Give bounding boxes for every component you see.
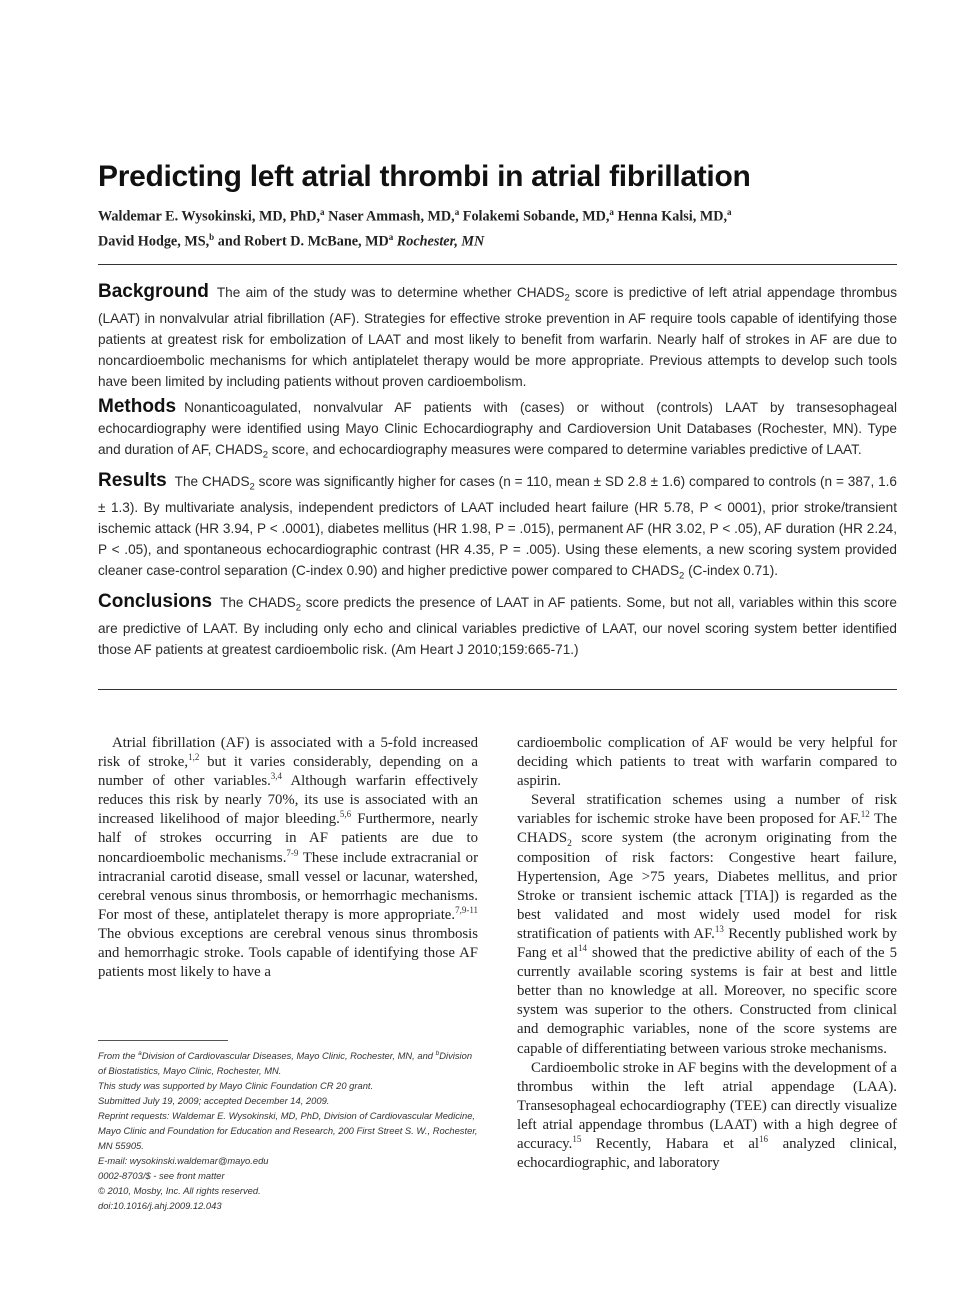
footnote-funding: This study was supported by Mayo Clinic Foundation CR 20 grant. [98,1080,374,1092]
section-heading: Conclusions [98,591,213,613]
footnote-doi: doi:10.1016/j.ahj.2009.12.043 [98,1200,222,1212]
author-list [98,202,897,251]
footnote-copyright: © 2010, Mosby, Inc. All rights reserved. [98,1185,261,1197]
body-paragraph: cardioembolic complication of AF would be very helpful for deciding which patients to treat with warfarin compared to aspirin. [517,735,897,790]
affiliation-mark: a [609,207,614,217]
citation-ref[interactable]: 7,9-11 [455,904,478,915]
citation-ref[interactable]: 12 [860,809,870,820]
doi-link[interactable]: 10.1016/j.ahj.2009.12.043 [113,1200,222,1212]
author-name: Naser Ammash, MD, [324,208,455,225]
footnote-email: E-mail: wysokinski.waldemar@mayo.edu [98,1155,269,1167]
section-heading: Results [98,470,167,492]
footnotes [98,1046,478,1213]
citation-ref[interactable]: 13 [714,924,724,935]
affiliation-mark: a [454,207,460,217]
affiliation-mark: b [209,231,215,242]
abstract-results: Results The $CHADS_2$ score was significantly higher for cases (n = 110, mean ± SD 2.8 ± 1.6) compared to controls (n = 387, 1.6 ± 1.3). By multivariate analysis, independent predictors of LAAT included heart failure (HR 5.78, P < 0001), prior stroke/transient ischemic attack (HR 3.94, P < .0001), diabetes mellitus (HR 1.98, P = .015), permanent AF (HR 3.02, P < .05), AF duration (HR 2.24, P < .05), and spontaneous echocardiographic contrast (HR 4.35, P = .005). Using these elements, a new scoring system provided cleaner case-control separation (C-index 0.90) and higher predictive power compared to $CHADS_2$ (C-index 0.71). [98,470,897,582]
abstract-methods: Methods Nonanticoagulated, nonvalvular AF patients with (cases) or without (controls) LAAT by transesophageal echocardiography were identified using Mayo Clinic Echocardiography and Cardioversion Unit Databases (Rochester, MN). Type and duration of AF, $CHADS_2$ score, and echocardiography measures were compared to determine variables predictive of LAAT. [98,396,897,461]
affiliation-mark: a [388,231,394,242]
citation-ref[interactable]: 5,6 [339,809,352,820]
footnote-dates: Submitted July 19, 2009; accepted December 14, 2009. [98,1095,330,1107]
abstract-bottom-rule [98,689,897,690]
author-name: Waldemar E. Wysokinski, MD, PhD, [98,208,321,225]
article-title: Predicting left atrial thrombi in atrial fibrillation [98,160,751,193]
section-heading: Methods [98,396,177,418]
footnote-affiliation: From the $^a$Division of Cardiovascular Diseases, Mayo Clinic, Rochester, MN, and $^b$Division of Biostatistics, Mayo Clinic, Rochester, MN. [98,1050,473,1077]
section-heading: Background [98,281,209,302]
citation-ref[interactable]: 16 [759,1134,769,1145]
citation-ref[interactable]: 7-9 [286,847,299,858]
author-location: Rochester, MN [393,233,485,250]
body-column-left [98,734,478,982]
author-name: Folakemi Sobande, MD, [459,208,610,225]
author-name: and Robert D. McBane, MD [214,233,389,250]
body-paragraph: Cardioembolic stroke in AF begins with the development of a thrombus within the left atrial appendage (LAA). Transesophageal echocardiography (TEE) can directly visualize left atrial appendage thrombus (LAAT) with a high degree of accuracy.$^{15}$ Recently, Habara et $al^{16}$ analyzed clinical, echocardiographic, and laboratory [517,1059,897,1172]
abstract-conclusions: Conclusions The $CHADS_2$ score predicts the presence of LAAT in AF patients. Some, but not all, variables within this score are predictive of LAAT. By including only echo and clinical variables predictive of LAAT, our novel scoring system better identified those AF patients at greatest cardioembolic risk. (Am Heart J 2010;159:665-71.) [98,591,897,658]
abstract [98,282,897,666]
body-column-right [517,734,897,1173]
abstract-top-rule [98,264,897,265]
author-name: Henna Kalsi, MD, [613,208,728,225]
citation-ref[interactable]: 3,4 [270,771,283,782]
footnote-rule [98,1040,228,1041]
citation-ref[interactable]: 15 [572,1134,582,1145]
email-link[interactable]: wysokinski.waldemar@mayo.edu [129,1155,269,1167]
affiliation-mark: a [320,207,325,217]
footnote-reprint: Reprint requests: Waldemar E. Wysokinski, MD, PhD, Division of Cardiovascular Medicine, Mayo Clinic and Foundation for Education and Research, 200 First Street S. W., Rochester, MN 55905. [98,1110,478,1152]
body-paragraph: Several stratification schemes using a number of risk variables for ischemic stroke have been proposed for AF.$^{12}$ The $CHADS_2$ score system (the acronym originating from the composition of risk factors: Congestive heart failure, Hypertension, Age >75 years, Diabetes mellitus, and prior Stroke or transient ischemic attack [TIA]) is regarded as the best validated and most widely used model for risk stratification of patients with AF.$^{13}$ Recently published work by Fang et $al^{14}$ showed that the predictive ability of each of the 5 currently available scoring systems is fair at best and little better than no knowledge at all. Moreover, no specific score system was superior to the others. Constructed from clinical and demographic variables, none of the score systems are capable of differentiating between various stroke mechanisms. [517,792,898,1057]
footnote-issn: 0002-8703/$ - see front matter [98,1170,225,1182]
body-paragraph: Atrial fibrillation (AF) is associated with a 5-fold increased risk of stroke,$^{1,2}$ but it varies considerably, depending on a number of other variables.$^{3,4}$ Although warfarin effectively reduces this risk by nearly 70%, its use is associated with an increased likelihood of major bleeding.$^{5,6}$ Furthermore, nearly half of strokes occurring in AF patients are due to noncardioembolic mechanisms.$^{7-9}$ These include extracranial or intracranial carotid disease, small vessel or lacunar, watershed, cerebral venous sinus thrombosis, or hemorrhagic mechanisms. For most of these, antiplatelet therapy is more appropriate.$^{7,9-11}$ The obvious exceptions are cerebral venous sinus thrombosis and hemorrhagic stroke. Tools capable of identifying those AF patients most likely to have a [98,735,479,981]
affiliation-mark: a [727,207,732,217]
citation-ref[interactable]: 1,2 [188,752,200,763]
abstract-background: Background The aim of the study was to determine whether $CHADS_2$ score is predictive of left atrial appendage thrombus (LAAT) in nonvalvular atrial fibrillation (AF). Strategies for effective stroke prevention in AF require tools capable of identifying those patients at greatest risk for embolization of LAAT and most likely to benefit from warfarin. Nearly half of strokes in AF are due to noncardioembolic mechanisms for which antiplatelet therapy would be more appropriate. Previous attempts to develop such tools have been limited by including patients without proven cardioembolism. [98,281,897,389]
author-name: David Hodge, MS, [98,233,210,250]
citation-ref[interactable]: 14 [578,943,588,954]
